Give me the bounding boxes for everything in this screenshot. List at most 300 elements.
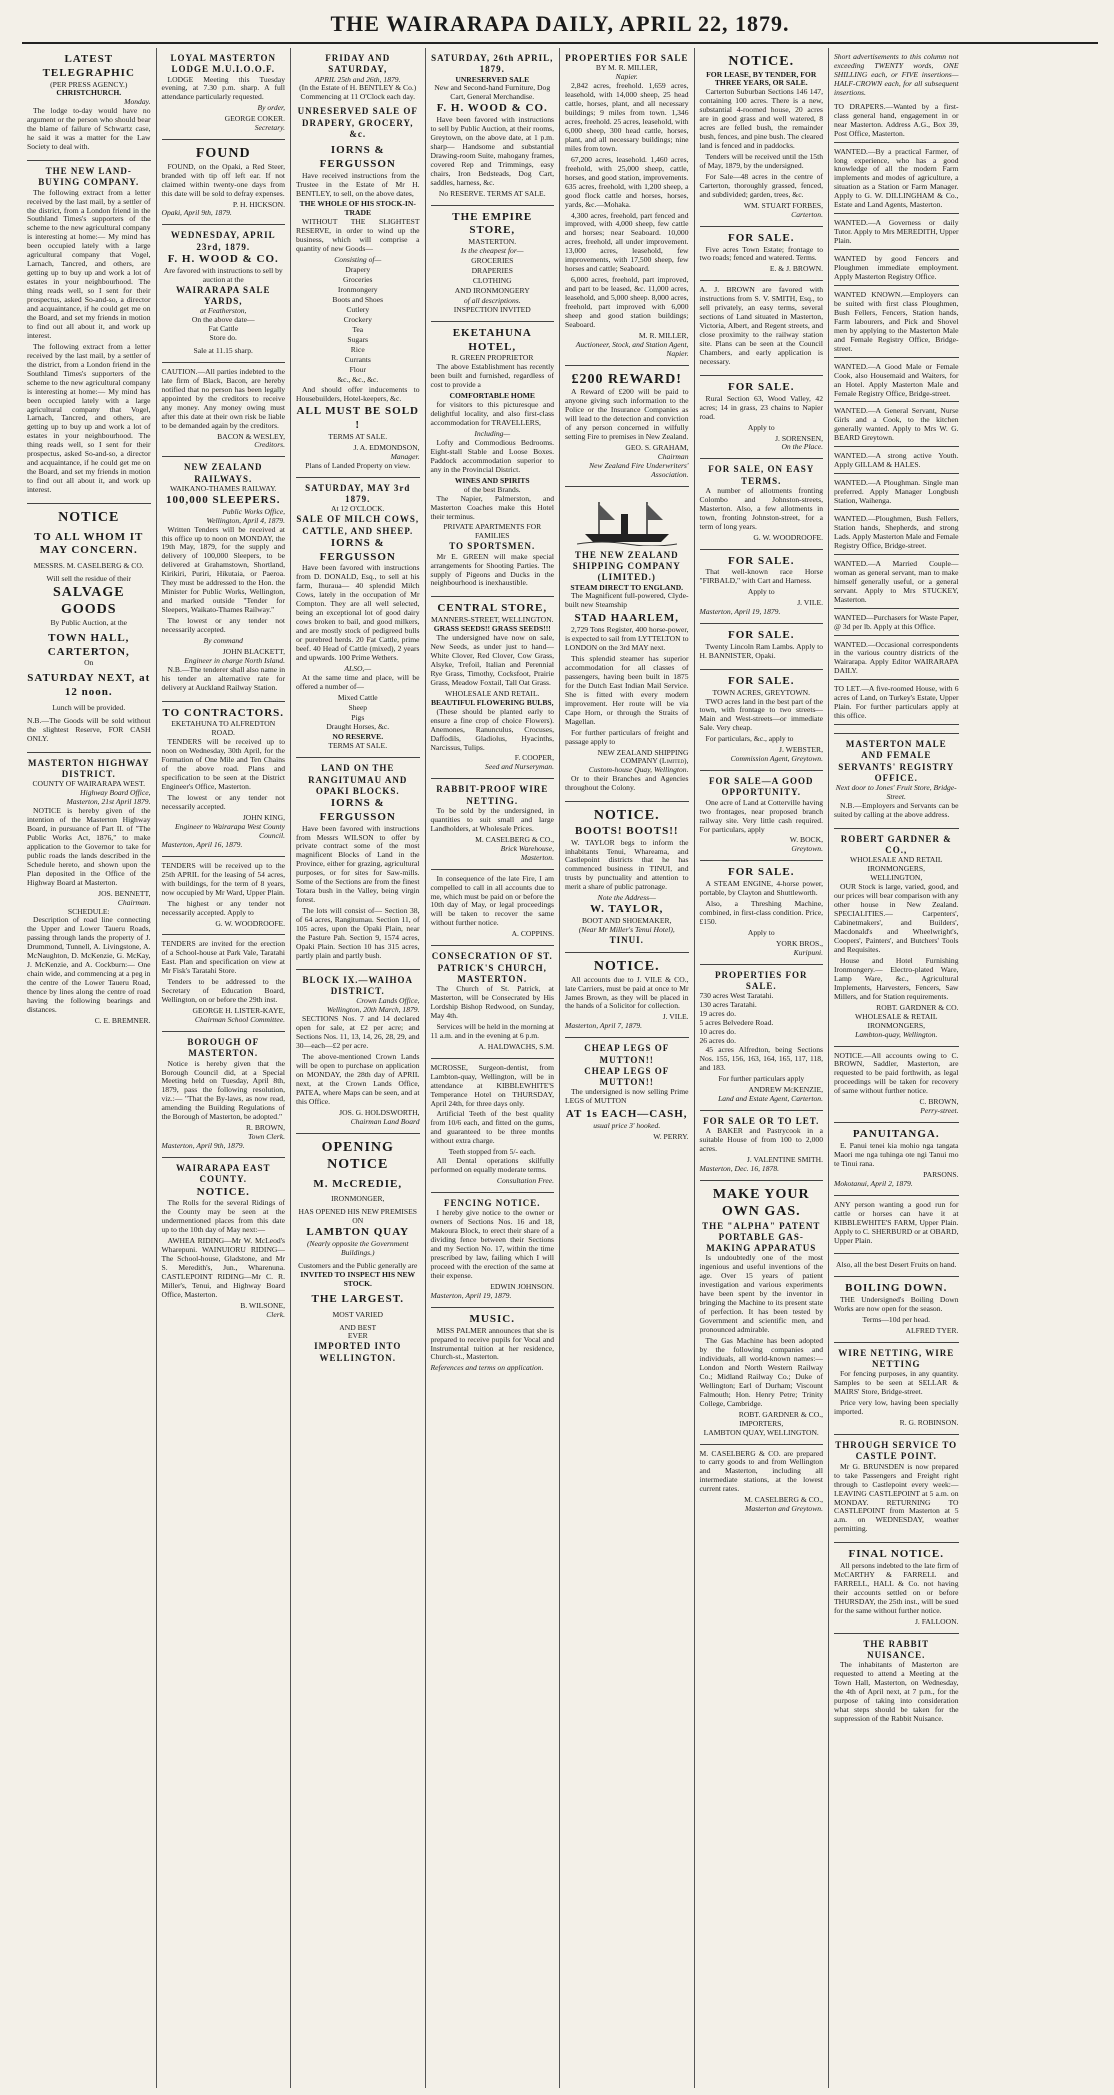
brown7-body: NOTICE.—All accounts owing to C. BROWN, Saddler, Masterton, are requested to be paid forthwith, as legal proceedings will be taken for recovery of same without further notice. bbox=[834, 1050, 959, 1096]
grass-seeds: GRASS SEEDS!! GRASS SEEDS!!! bbox=[433, 624, 551, 634]
forsale1-title: FOR SALE. bbox=[728, 231, 795, 244]
boots-body: W. TAYLOR begs to inform the inhabitants Tenui, Whareama, and Castlepoint districts that he has commenced business in TINUI, and trusts by punctuality and attention to merit a share of public patronage. bbox=[565, 837, 689, 892]
wanted-ad: TO LET.—A five-roomed House, with 6 acres of Land, on Turkey's Estate, Upper Plain. For further particulars apply at this office. bbox=[834, 682, 959, 725]
wanted-ad: WANTED.—A Ploughman. Single man preferred. Apply Manager Longbush Station, Waihenga. bbox=[834, 476, 959, 510]
opp-body: One acre of Land at Cotterville having two frontages, near proposed branch railway site. Very little cash required. For particulars, apply bbox=[699, 797, 823, 834]
most-varied: MOST VARIED bbox=[332, 1309, 383, 1319]
gas-addr: LAMBTON QUAY, WELLINGTON. bbox=[703, 1427, 819, 1437]
on-label: On bbox=[84, 658, 94, 668]
sale-time: Sale at 11.15 sharp. bbox=[193, 345, 253, 355]
wanted-ad: WANTED.—A Married Couple—woman as general servant, man to make himself generally useful, or a general servant. Apply to Mrs STUCKEY, Masterton. bbox=[834, 557, 959, 609]
boiling-title: BOILING DOWN. bbox=[845, 1282, 948, 1295]
gardner-sub: WHOLESALE AND RETAIL IRONMONGERS, bbox=[849, 855, 943, 874]
lease-notice bbox=[700, 48, 824, 227]
forsale2-sig2: On the Place. bbox=[781, 442, 823, 452]
rabbit7-body: The inhabitants of Masterton are requested to attend a Meeting at the Town Hall, Masterton, on Wednesday, the 4th of April next, at 7 p.m., for the purpose of taking into consideration what steps should be taken for the suppression of the Rabbit Nuisance. bbox=[834, 1660, 959, 1723]
props-item: 26 acres do. bbox=[699, 1036, 736, 1046]
lodge-body: LODGE Meeting this Tuesday evening, at 7.30 p.m. sharp. A full attendance particularly requested. bbox=[161, 74, 285, 102]
reward-notice bbox=[565, 366, 689, 487]
column-6 bbox=[695, 48, 830, 2088]
church-sig: A. HALDWACHS, S.M. bbox=[478, 1041, 554, 1051]
telegraphic-place: CHRISTCHURCH. bbox=[56, 88, 122, 98]
boiling-body: THE Undersigned's Boiling Down Works are now open for the season. bbox=[834, 1295, 959, 1314]
forsale3-sig: J. VILE. bbox=[797, 598, 823, 608]
sat-time: At 12 O'CLOCK. bbox=[331, 504, 385, 514]
boiling-terms: Terms—10d per head. bbox=[862, 1315, 931, 1325]
wanted-ad: WANTED.—Ploughmen, Bush Fellers, Station hands, Shepherds, and strong Lads. Apply Masterton Male and Female Registry Office, Bridge-street. bbox=[834, 512, 959, 555]
church-body: The Church of St. Patrick, at Masterton, will be Consecrated by His Lordship Bishop Redwood, on Sunday, May 4th. bbox=[430, 984, 554, 1020]
forsale2-title: FOR SALE. bbox=[728, 380, 795, 393]
cheap-sig: W. PERRY. bbox=[653, 1131, 689, 1141]
wanted-ad: WANTED KNOWN.—Employers can be suited with first class Ploughmen, Bush Fellers, Fencers, Station hands, Farm labourers, and Pick and Shovel men by applying to the Masterton Male and Female Registry Office, Bridge-street. bbox=[834, 288, 959, 358]
fri-sig: J. A. EDMONDSON, bbox=[353, 442, 420, 452]
block-body: SECTIONS Nos. 7 and 14 declared open for sale, at £2 per acre; and Sections Nos. 11, 13, 14, 26, 28, 29, and 30—each—£2 per acre. bbox=[296, 1014, 420, 1051]
props-body: 45 acres Alfredton, being Sections Nos. 155, 156, 163, 164, 165, 117, 118, and 183. bbox=[699, 1044, 823, 1072]
borough-notice bbox=[162, 1032, 286, 1158]
service-body: Mr G. BRUNSDEN is now prepared to take Passengers and Freight right through to Castlepoint every week:— LEAVING CASTLEPOINT at 5 a.m. on MONDAY. RETURNING TO CASTLEPOINT from Masterton at 5 a.m. on WEDNESDAY, weather permitting. bbox=[834, 1461, 959, 1534]
consecration-notice bbox=[431, 946, 555, 1058]
fri-premises: (In the Estate of H. BENTLEY & Co.) bbox=[299, 83, 417, 93]
artificial: Artificial Teeth of the best quality from 10/6 each, and fitted on the gums, and guaranteed to be three months without extra charge. bbox=[430, 1109, 554, 1146]
teeth-stopped: Teeth stopped from 5/- each. bbox=[448, 1147, 536, 1157]
land-body-cont: The following extract from a letter received by the last mail, by a settler of the district, from a London friend in the Southland Times's supporters of the scheme to the new agricultural company is interesting at home:— My mind has been occupied lately with a large agricultural company that Vogel, Larnach, Tancred, and others, are getting up to buy up and work a lot of estates in your neighbourhood. The thing reads well, so I sent for their prospectus, asked So-and-so, a director and acquaintance, if he could get me on the Board, and set my friends in motion to find out all about it, and work up interest. bbox=[27, 341, 151, 495]
let-title: FOR SALE OR TO LET. bbox=[703, 1115, 820, 1126]
forsale-3 bbox=[700, 550, 824, 625]
gardner-title: ROBERT GARDNER & CO., bbox=[840, 833, 952, 856]
eketahuna-hotel bbox=[431, 322, 555, 598]
casel-sig2: Masterton and Greytown. bbox=[745, 1504, 823, 1514]
rail-sub: WAIKANO-THAMES RAILWAY. bbox=[169, 483, 277, 493]
dental: All Dental operations skilfully performed on equally moderate terms. bbox=[430, 1156, 554, 1175]
caution-notice bbox=[162, 363, 286, 458]
goods-item: Flour bbox=[349, 364, 366, 374]
rail-sleepers: 100,000 SLEEPERS. bbox=[166, 493, 281, 506]
column-7 bbox=[829, 48, 964, 2088]
mcrosse-body: MCROSSE, Surgeon-dentist, from Lambton-quay, Wellington, will be in attendance at KIBBLEWHITE'S Temperance Hotel on THURSDAY, April 24th, for three days only. bbox=[430, 1062, 554, 1108]
bulbs: BEAUTIFUL FLOWERING BULBS, bbox=[430, 697, 554, 707]
reward-sig: GEO. S. GRAHAM, bbox=[625, 442, 689, 452]
lambton-sub: (Nearly opposite the Government Buildings.) bbox=[307, 1239, 409, 1258]
forsale1-body: Five acres Town Estate; frontage to two roads; fenced and watered. Terms. bbox=[699, 244, 823, 263]
column-1 bbox=[22, 48, 157, 2088]
town-hall: TOWN HALL, CARTERTON, bbox=[47, 631, 130, 658]
wanted-ad: WANTED by good Fencers and Ploughmen immediate employment. Apply Masterton Registry Office. bbox=[834, 252, 959, 286]
rabbit-town: Masterton. bbox=[520, 852, 554, 862]
rabbit-body: To be sold by the undersigned, in quantities to suit small and large Landholders, at Wholesale Prices. bbox=[430, 805, 554, 833]
railways-notice bbox=[162, 457, 286, 701]
wanted-ad: WANTED.—By a practical Farmer, of long experience, who has a good knowledge of all the modern Farm implements and modes of agriculture, a situation as a Station or Farm Manager. Apply to G. W. DILLINGHAM & Co., Estate and Land Agents, Masterton. bbox=[834, 145, 959, 215]
prop-sig2: Auctioneer, Stock, and Station Agent, Napier. bbox=[575, 339, 689, 358]
boots-title: BOOTS! BOOTS!! bbox=[574, 824, 679, 837]
fencing-date: Masterton, April 19, 1879. bbox=[430, 1290, 512, 1300]
notice-messrs: MESSRS. M. CASELBERG & CO. bbox=[33, 561, 144, 571]
panui-notice bbox=[834, 1123, 959, 1196]
wire-sig: R. G. ROBINSON. bbox=[899, 1418, 959, 1428]
final-body: All persons indebted to the late firm of McCARTHY & FARRELL and FARRELL, HALL & Co. not having their accounts settled on or before THURSDAY, the 25th inst., will be sued for the same without further notice. bbox=[834, 1561, 959, 1615]
must-sold: ALL MUST BE SOLD ! bbox=[296, 405, 419, 432]
props-item: 130 acres Taratahi. bbox=[699, 1000, 757, 1010]
best-brands: of the best Brands. bbox=[463, 484, 521, 494]
goods-item: Groceries bbox=[342, 275, 373, 285]
imported: IMPORTED INTO WELLINGTON. bbox=[314, 1341, 402, 1363]
no-reserve: NO RESERVE. bbox=[332, 732, 384, 742]
empire-item: CLOTHING bbox=[472, 276, 512, 285]
salvage-notice bbox=[27, 504, 151, 753]
easy-terms bbox=[700, 459, 824, 549]
wire-netting bbox=[834, 1343, 959, 1435]
mccardle-ad bbox=[834, 1254, 959, 1277]
fri-sig2: Manager. bbox=[390, 451, 420, 461]
by-auction: By Public Auction, at the bbox=[50, 617, 128, 627]
wanted-ad: WANTED.—A General Servant, Nurse Girls and a Cook, to the kitchen generally wanted. Apply to Mrs W. G. BEARD Greytown. bbox=[834, 404, 959, 447]
contractors-sig2: Engineer to Wairarapa West County Council. bbox=[175, 821, 285, 840]
lodge-order: By order, bbox=[257, 103, 285, 113]
goods-item: Cutlery bbox=[346, 304, 370, 314]
usual-price: usual price 3' hooked. bbox=[593, 1121, 661, 1130]
rabbit-sig: M. CASELBERG & CO., bbox=[475, 834, 554, 844]
vile-notice-title: NOTICE. bbox=[593, 959, 660, 975]
boiling-down bbox=[834, 1277, 959, 1343]
props-sig2: Land and Estate Agent, Carterton. bbox=[718, 1093, 823, 1103]
final-notice bbox=[834, 1543, 959, 1633]
forsale2-apply: Apply to bbox=[747, 422, 775, 432]
forsale3-title: FOR SALE. bbox=[728, 554, 795, 567]
caution-sig: BACON & WESLEY, bbox=[217, 431, 285, 441]
forsale3-apply: Apply to bbox=[747, 587, 775, 597]
fri-title: FRIDAY AND SATURDAY, bbox=[325, 53, 391, 75]
empire-store bbox=[431, 206, 555, 322]
consisting: Consisting of— bbox=[334, 255, 382, 265]
east-notice: NOTICE. bbox=[196, 1185, 250, 1198]
registry-title: MASTERTON MALE AND FEMALE SERVANTS' REGISTRY OFFICE. bbox=[838, 739, 955, 783]
rabbit-title: RABBIT-PROOF WIRE NETTING. bbox=[436, 784, 549, 806]
rabbit-netting bbox=[431, 779, 555, 869]
opp-title: FOR SALE—A GOOD OPPORTUNITY. bbox=[708, 776, 814, 798]
ship-body2: 2,729 Tons Register, 400 horse-power, is expected to sail from LYTTELTON to LONDON on the 3rd MAY next. bbox=[565, 625, 689, 653]
forsale4-title: FOR SALE. bbox=[728, 629, 795, 642]
wanted-ad: WANTED.—A Governess or daily Tutor. Apply to Mrs MEREDITH, Upper Plain. bbox=[834, 216, 959, 250]
salvage-goods: SALVAGE GOODS bbox=[52, 584, 125, 618]
sat-firm: F. H. WOOD & CO. bbox=[436, 102, 548, 115]
milch-cows-sale bbox=[296, 478, 420, 759]
school-sig: GEORGE H. LISTER-KAYE, bbox=[192, 1006, 285, 1016]
easy-title: FOR SALE, ON EASY TERMS. bbox=[708, 464, 815, 486]
wed-title: WEDNESDAY, APRIL 23rd, 1879. bbox=[170, 230, 276, 252]
iorns-name: IORNS & FERGUSSON bbox=[319, 144, 396, 170]
wanted-ad: WANTED.—A strong active Youth. Apply GILLAM & HALES. bbox=[834, 449, 959, 474]
gardner-addr: Lambton-quay, Wellington. bbox=[855, 1029, 938, 1039]
notice-title: NOTICE bbox=[58, 510, 120, 526]
empire-item: GROCERIES bbox=[471, 256, 514, 266]
prop-town: Napier. bbox=[615, 72, 638, 82]
empire-item: DRAPERIES bbox=[471, 266, 513, 276]
cattle-body: ANY person wanting a good run for cattle or horses can have it at KIBBLEWHITE'S FARM, Upper Plain. Apply to C. SHERBURD or at OBARD, Upper Plain. bbox=[834, 1199, 959, 1245]
bentley-sale bbox=[296, 48, 420, 478]
also-item: Mixed Cattle bbox=[337, 692, 378, 702]
prop-title: PROPERTIES FOR SALE bbox=[565, 53, 689, 63]
sat-reserve: No RESERVE. TERMS AT SALE. bbox=[438, 188, 546, 198]
also: ALSO,— bbox=[344, 663, 372, 673]
also-item: Draught Horses, &c. bbox=[326, 722, 390, 732]
music-body: MISS PALMER announces that she is prepared to receive pupils for Vocal and Instrumental tuition at her residence, Church-st., Masterton. bbox=[430, 1325, 554, 1362]
borough-sig: R. BROWN, bbox=[245, 1123, 285, 1133]
lease-sig: WM. STUART FORBES, bbox=[743, 200, 823, 210]
fri-body2: WITHOUT THE SLIGHTEST RESERVE, in order to wind up the business, which will comprise a quantity of new Goods— bbox=[296, 217, 420, 254]
telegraphic-title: LATEST TELEGRAPHIC bbox=[42, 53, 135, 79]
goods-item: Currants bbox=[344, 354, 371, 364]
empire-cheap: Is the cheapest for— bbox=[460, 246, 524, 256]
gardner-town: WELLINGTON, bbox=[870, 873, 923, 883]
let-body: A BAKER and Pastrycook in a suitable House of from 100 to 2,000 acres. bbox=[699, 1125, 823, 1153]
goods-item: Tea bbox=[352, 324, 364, 334]
lodge-sig: GEORGE COKER. bbox=[224, 114, 285, 124]
found-body: FOUND, on the Opaki, a Red Steer, branded with tip off left ear. If not claimed within twenty-one days from this date will be sold to defray expenses. bbox=[161, 161, 285, 198]
engine-body: A STEAM ENGINE, 4-horse power, portable, by Clayton and Shuttleworth. bbox=[699, 879, 823, 898]
highway-body: NOTICE is hereby given of the intention of the Masterton Highway Board, in pursuance of Part II. of "The Public Works Act, 1876," to make application to the Governor to take for public roads the lands described in the Schedule hereto, and shown upon the Plan deposited in the Office of the Highway Board at Masterton. bbox=[27, 806, 151, 887]
ship-sig: NEW ZEALAND SHIPPING COMPANY (Limited), bbox=[597, 747, 689, 766]
final-title: FINAL NOTICE. bbox=[848, 1548, 945, 1561]
land-body: The following extract from a letter received by the last mail, by a settler of the district, from a London friend in the Southland Times's supporters of the scheme to the new agricultural company is interesting at home:— My mind has been occupied lately with a large agricultural company that Vogel, Larnach, Tancred, and others, are getting up to buy up and work a lot of estates in your neighbourhood. The thing reads well, so I sent for their prospectus, asked So-and-so, a director and acquaintance, if he could get me on the Board, and set my friends in motion to find out all about it, and work up interest. bbox=[27, 187, 151, 340]
ship-title: THE NEW ZEALAND SHIPPING COMPANY (LIMITED.) bbox=[572, 549, 681, 583]
notice2-date: Masterton, April 7, 1879. bbox=[565, 1021, 643, 1031]
cheap-repeat: CHEAP LEGS OF MUTTON!! bbox=[584, 1065, 670, 1088]
found-notice bbox=[162, 140, 286, 225]
highway-sig2: Chairman. bbox=[117, 897, 151, 907]
block-sig2: Chairman Land Board bbox=[350, 1116, 420, 1126]
forsale-5 bbox=[700, 670, 824, 771]
lease-sig2: Carterton. bbox=[791, 209, 823, 219]
gas-body2: The Gas Machine has been adopted by the following companies and individuals, all world-known names:— London and North Western Railway Co.; Midland Railway Co.; Duke of Wellington; Earl of Durham; Viscount Falmouth; Hon. Henry Petre; Trinity College, Cambridge. bbox=[699, 1336, 823, 1408]
hotel-prop: R. GREEN PROPRIETOR bbox=[451, 353, 534, 363]
rail-body: Written Tenders will be received at this office up to noon on MONDAY, the 19th May, 1879, for the supply and delivery of 100,000 Sleepers, to be delivered at Grahamstown, Shortland, Kirikiri, Puriri, Hikutaia, or Paeroa. They must be addressed to the Hon. the Minister for Public Works, Wellington, and marked outside "Tender for Sleepers, Waikato-Thames Railway." bbox=[161, 524, 285, 615]
gas-sub: THE "ALPHA" PATENT PORTABLE GAS-MAKING APPARATUS bbox=[702, 1220, 821, 1254]
and-best: AND BEST bbox=[339, 1322, 377, 1332]
opening-notice bbox=[296, 1134, 420, 1370]
column-2 bbox=[157, 48, 292, 2088]
column-3 bbox=[291, 48, 426, 2088]
forsale5-sig: J. WEBSTER, bbox=[779, 745, 823, 755]
forsale5-body2: For particulars, &c., apply to bbox=[705, 734, 794, 744]
found-date: Opaki, April 9th, 1879. bbox=[161, 208, 232, 218]
address-note: Note the Address— bbox=[597, 893, 656, 903]
rail-nb: N.B.—The tenderer shall also name in his tender an alternative rate for delivery at Auckland Railway Station. bbox=[161, 664, 285, 692]
comfortable: COMFORTABLE HOME bbox=[449, 391, 535, 401]
opp-sig2: Greytown. bbox=[791, 844, 823, 854]
cheap-body: The undersigned is now selling Prime LEGS of MUTTON bbox=[565, 1087, 689, 1106]
consecration-title: CONSECRATION OF ST. PATRICK'S CHURCH, MASTERTON. bbox=[431, 951, 553, 984]
wanted-column bbox=[834, 48, 959, 734]
school-body2: Tenders to be addressed to the Secretary of Education Board, Wellington, on or before the 29th inst. bbox=[161, 977, 285, 1005]
sat-body: Have been favored with instructions to sell by Public Auction, at their rooms, Greytown, on the above date, at 1 p.m. sharp— Handsome and substantial Drawing-room Suite, mahogany frames, covered Rep and Trimmings, easy chairs, Iron Bedsteads, Dog Cart, saddles, harness, &c. bbox=[430, 115, 554, 187]
tenders-body: TENDERS will be received up to the 25th APRIL for the leasing of 54 acres, with buildings, for the term of 8 years, now occupied by Mr Ward, Upper Plain. bbox=[161, 860, 285, 897]
sat-terms: TERMS AT SALE. bbox=[328, 741, 388, 751]
props-item: 730 acres West Taratahi. bbox=[699, 991, 774, 1001]
sat-body: Have been favored with instructions from D. DONALD, Esq., to sell at his farm, Ihuraua— 40 splendid Milch Cows, lately in the occupation of Mr Compton. They are all well selected, being an exceptional lot of good dairy cows broken to bail, and good milkers, and are mostly stock of pedigreed bulls or purebred herds. 20 Fat Cattle, prime beef. 40 Head of Cattle (mixed), 2 years and upwards. 100 Prime Wethers. bbox=[296, 563, 420, 662]
telegraphic-body: The lodge to-day would have no argument or the person who should bear the blame of failure of Schwartz case, he said it was a matter for the Law Society to deal with. bbox=[27, 106, 151, 152]
fat-cattle: Fat Cattle bbox=[208, 324, 239, 333]
school-tenders bbox=[162, 935, 286, 1032]
east-body2: AWHEA RIDING—Mr W. McLeod's Wharepuni. WAINUIORU RIDING—The School-house, Gladstone, and Mr S. Meredith's, Jun., Wharenuna. CASTLEPOINT RIDING—Mr C. R. Miller's, Tenui, and Highway Board Office, Masterton. bbox=[161, 1236, 285, 1299]
forsale5-sub: TOWN ACRES, GREYTOWN. bbox=[712, 687, 811, 697]
rail-lowest: The lowest or any tender not necessarily accepted. bbox=[161, 616, 285, 635]
properties-miller bbox=[565, 48, 689, 366]
central-addr: MANNERS-STREET, WELLINGTON. bbox=[430, 615, 554, 625]
nb-note: N.B.—The Goods will be sold without the slightest Reserve, FOR CASH ONLY. bbox=[27, 715, 151, 743]
caution-sig2: Creditors. bbox=[254, 440, 285, 450]
engine-sig2: Kuripuni. bbox=[793, 947, 823, 957]
central-sig: F. COOPER, bbox=[514, 753, 554, 763]
saturday-next: SATURDAY NEXT, at 12 noon. bbox=[27, 672, 151, 699]
brown-saddler bbox=[834, 1047, 959, 1124]
forsale5-body: TWO acres land in the best part of the town, with frontage to two streets—Main and West-streets—or immediate Sale. Very cheap. bbox=[699, 696, 823, 733]
forsale6-title: FOR SALE. bbox=[728, 866, 795, 879]
central-title: CENTRAL STORE, bbox=[437, 602, 548, 615]
borough-title: BOROUGH OF MASTERTON. bbox=[187, 1037, 260, 1059]
panui-date: Mokotanui, April 2, 1879. bbox=[834, 1178, 913, 1188]
furniture-sale bbox=[431, 48, 555, 206]
fri-time: Commencing at 11 O'Clock each day. bbox=[300, 92, 415, 102]
prop-body3: 4,300 acres, freehold, part fenced and improved, with 4,000 sheep, few cattle and horses; near Seaboard. 10,000 acres, freehold, all under improvement. 13,000 acres, leasehold, few improvements, with 17,500 sheep, few horses and cattle; Seaboard. bbox=[565, 210, 689, 274]
lease-body: FOR LEASE, BY TENDER, FOR THREE YEARS, OR SALE. bbox=[706, 69, 817, 88]
highway-office: Highway Board Office, bbox=[80, 788, 151, 798]
sat-sale: SALE OF MILCH COWS, CATTLE, AND SHEEP. bbox=[296, 514, 420, 536]
wed-yards: WAIRARAPA SALE YARDS, bbox=[175, 284, 271, 306]
boiling-sig: ALFRED TYER. bbox=[905, 1326, 959, 1336]
land-title: THE NEW LAND-BUYING COMPANY. bbox=[38, 166, 140, 188]
prop-by: BY M. R. MILLER, bbox=[595, 63, 658, 73]
borough-sig2: Town Clerk. bbox=[248, 1132, 285, 1142]
lease-body4: For Sale—48 acres in the centre of Carterton, thoroughly grassed, fenced, and subdivided; garden, trees, &c. bbox=[699, 171, 823, 199]
contractors-lowest: The lowest or any tender not necessarily accepted. bbox=[161, 793, 285, 812]
prop-sig: M. R. MILLER, bbox=[638, 330, 689, 340]
final-sig: J. FALLOON. bbox=[914, 1616, 959, 1626]
fri-body: Have received instructions from the Trustee in the Estate of Mr H. BENTLEY, to sell, on the above dates, bbox=[296, 170, 420, 198]
gardner-sig2: WHOLESALE & RETAIL IRONMONGERS, bbox=[855, 1011, 938, 1030]
steam-engine bbox=[700, 861, 824, 964]
registry-nb: N.B.—Employers and Servants can be suited by calling at the above address. bbox=[834, 801, 959, 819]
props-list bbox=[700, 992, 824, 1046]
hotel-list: Lofty and Commodious Bedrooms. Eight-stall Stable and Loose Boxes. Paddock accommodation superior to any in the Provincial District. bbox=[430, 437, 554, 474]
church-body2: Services will be held in the morning at 11 a.m. and in the evening at 6 p.m. bbox=[430, 1021, 554, 1040]
schedule-label: SCHEDULE: bbox=[67, 906, 110, 916]
block-office: Crown Lands Office, bbox=[356, 996, 420, 1006]
private-apartments: PRIVATE APARTMENTS FOR FAMILIES bbox=[443, 522, 542, 541]
cheap-title: CHEAP LEGS OF MUTTON!! bbox=[584, 1043, 670, 1065]
gas-sig2: IMPORTERS, bbox=[739, 1418, 784, 1428]
wholesale: WHOLESALE AND RETAIL. bbox=[444, 688, 540, 698]
properties-mckenzie bbox=[700, 965, 824, 1111]
references: References and terms on application. bbox=[430, 1363, 544, 1373]
notice-sig: A. COPPINS. bbox=[511, 929, 554, 939]
hotel-body: The above Establishment has recently been built and furnished, regardless of cost to provide a bbox=[430, 362, 554, 390]
column-5 bbox=[560, 48, 695, 2088]
forsale5-title: FOR SALE. bbox=[728, 674, 795, 687]
steamship-icon bbox=[577, 496, 677, 546]
lease-tenders bbox=[162, 857, 286, 936]
goods-item: &c., &c., &c. bbox=[337, 374, 379, 384]
sportsmen-body: Mr E. GREEN will make special arrangements for Shooting Parties. The supply of Pigeons and Ducks in the neighbourhood is inexhaustible. bbox=[430, 551, 554, 588]
ship-body3: This splendid steamer has superior accommodation for all classes of passengers, having been built in 1875 for the Dutch East Indian Mail Service. She is fitted with every modern improvement. Her route will be via Cape Horn, or through the Straits of Magellan. bbox=[565, 654, 689, 726]
goods-list bbox=[296, 266, 420, 384]
lodge-notice bbox=[162, 48, 286, 140]
wed-on: On the above date— bbox=[191, 315, 255, 325]
contractors-notice bbox=[162, 702, 286, 857]
highway-notice bbox=[27, 753, 151, 1032]
forsale2-body: Rural Section 63, Wood Valley, 42 acres; 14 in grass, 23 chains to Napier road. bbox=[699, 393, 823, 421]
rail-pwo: Public Works Office, bbox=[222, 506, 285, 516]
boots-notice bbox=[565, 802, 689, 953]
opening-title: OPENING NOTICE bbox=[321, 1139, 394, 1173]
gardner-body: OUR Stock is large, varied, good, and our prices will bear comparison with any other house in New Zealand. SPECIALITIES.— Carpenters', Cabinetmakers', and Builders', Macdonald's and Wheelwright's, Coopers', Painters', and Butchers' Tools and Requisites. bbox=[834, 882, 959, 954]
engine-body2: Also, a Threshing Machine, combined, in first-class condition. Price, £150. bbox=[699, 899, 823, 926]
consultation: Consultation Free. bbox=[496, 1176, 554, 1186]
taylor-name: W. TAYLOR, bbox=[590, 903, 664, 916]
schedule-body: Description of road line connecting the Upper and Lower Taueru Roads, passing through lands the property of J. Drummond, Tunnell, A. Livingstone, A. McNaughton, D. McKenzie, G. McKay, J. McKenzie, and A. Cockburn:— One chain wide, and commencing at a peg in the centre of the Lower Taueru Road, thence by lines along the centre of road having the following bearings and distances. bbox=[27, 915, 151, 1014]
opening-has: HAS OPENED HIS NEW PREMISES bbox=[298, 1207, 417, 1217]
empire-desc: of all descriptions. bbox=[463, 295, 521, 305]
wednesday-sale bbox=[162, 225, 286, 362]
lease-body2: Carterton Suburban Sections 146 147, containing 100 acres. There is a new, substantial 4-roomed house, 20 acres are in good grass and well watered, 8 acres are felled bush, the remainder bush, fences, and pine bush. The cleared land is fenced and in paddocks. bbox=[699, 87, 823, 151]
empire-item: AND IRONMONGERY bbox=[454, 285, 530, 295]
central-body2: (These should be planted early to ensure a fine crop of choice Flowers). Anemones, Ranunculus, Crocuses, Daffodils, Gladiolus, Hyacinths, Narcissus, Tulips. bbox=[430, 706, 554, 752]
whole-stock: THE WHOLE OF HIS STOCK-IN-TRADE bbox=[299, 199, 416, 218]
borough-body: Notice is hereby given that the Borough Council did, at a Special Meeting held on Tuesday, April 8th, 1879, pass the following resolution, viz.:— "That the By-laws, as now read, amending the Building Regulations of the Borough of Masterton, be adopted." bbox=[161, 1058, 285, 1122]
easy-sig: G. W. WOODROOFE. bbox=[753, 532, 823, 542]
cattle-run bbox=[834, 1196, 959, 1255]
props-title: PROPERTIES FOR SALE. bbox=[715, 969, 808, 992]
registry-addr: Next door to Jones' Fruit Store, Bridge-Street. bbox=[835, 783, 957, 802]
music-title: MUSIC. bbox=[469, 1312, 515, 1325]
wanted-ad: WANTED.—A Good Male or Female Cook, also Housemaid and Waiters, for an Hotel. Apply Masterton Male and Female Registry Office, Bridge-street. bbox=[834, 360, 959, 403]
lambton-quay: LAMBTON QUAY bbox=[306, 1226, 410, 1239]
notice-body: In consequence of the late Fire, I am compelled to call in all accounts due to me, which must be paid on or before the 10th day of May, or legal proceedings will be taken to recover the same without further notice. bbox=[430, 873, 554, 928]
rail-sig2: Engineer in charge North Island. bbox=[184, 655, 285, 665]
newspaper-title: THE WAIRARAPA DAILY, APRIL 22, 1879. bbox=[330, 11, 790, 37]
block-body2: The above-mentioned Crown Lands will be open to purchase on application on MONDAY, the 28th day of APRIL next, at the Crown Lands Office, PATEA, where Maps can be seen, and at this Office. bbox=[296, 1052, 420, 1106]
east-body: The Rolls for the several Ridings of the County may be seen at the undermentioned places from this date up to the 10th day of May next:— bbox=[161, 1198, 285, 1235]
land-title: LAND ON THE RANGITUMAU AND OPAKI BLOCKS. bbox=[308, 763, 408, 796]
notice-to: TO ALL WHOM IT MAY CONCERN. bbox=[34, 530, 144, 557]
wanted-ad: TO DRAPERS.—Wanted by a first-class general hand, engagement in or near Masterton. Address A.G., Box 39, Post Office, Masterton. bbox=[834, 100, 959, 143]
also-item: Sheep bbox=[348, 702, 368, 712]
engine-apply: Apply to bbox=[747, 927, 775, 937]
wed-body: Are favored with instructions to sell by auction at the bbox=[163, 265, 283, 284]
also-body: At the same time and place, will be offered a number of— bbox=[296, 672, 420, 691]
dentist-notice bbox=[431, 1059, 555, 1193]
east-sig: B. WILSONE, bbox=[240, 1300, 285, 1310]
unreserved: UNRESERVED SALE OF DRAPERY, GROCERY, &c. bbox=[297, 106, 418, 139]
fencing-notice bbox=[431, 1193, 555, 1308]
props-apply: For further particulars apply bbox=[718, 1073, 805, 1083]
reward-sig3: New Zealand Fire Underwriters' Association. bbox=[589, 460, 689, 479]
sat-title: SATURDAY, 26th APRIL, 1879. bbox=[431, 53, 554, 75]
also-item: Pigs bbox=[351, 712, 365, 722]
highway-title: MASTERTON HIGHWAY DISTRICT. bbox=[28, 757, 150, 779]
highway-sig: JOS. BENNETT, bbox=[98, 888, 151, 898]
props-item: 19 acres do. bbox=[699, 1009, 736, 1019]
newspaper-columns bbox=[22, 48, 1098, 2088]
also-list bbox=[296, 694, 420, 733]
mutton-ad bbox=[565, 1038, 689, 1148]
east-sig2: Clerk. bbox=[266, 1309, 285, 1319]
wed-at: at Featherston, bbox=[200, 306, 247, 316]
central-sig2: Seed and Nurseryman. bbox=[485, 762, 554, 772]
taylor-addr: (Near Mr Miller's Tenui Hotel), bbox=[578, 924, 675, 934]
shipping-notice bbox=[565, 487, 689, 803]
wed-firm: F. H. WOOD & CO. bbox=[167, 252, 279, 265]
sat-sub: New and Second-hand Furniture, Dog Cart, General Merchandise. bbox=[434, 83, 551, 102]
music-notice bbox=[431, 1308, 555, 1380]
